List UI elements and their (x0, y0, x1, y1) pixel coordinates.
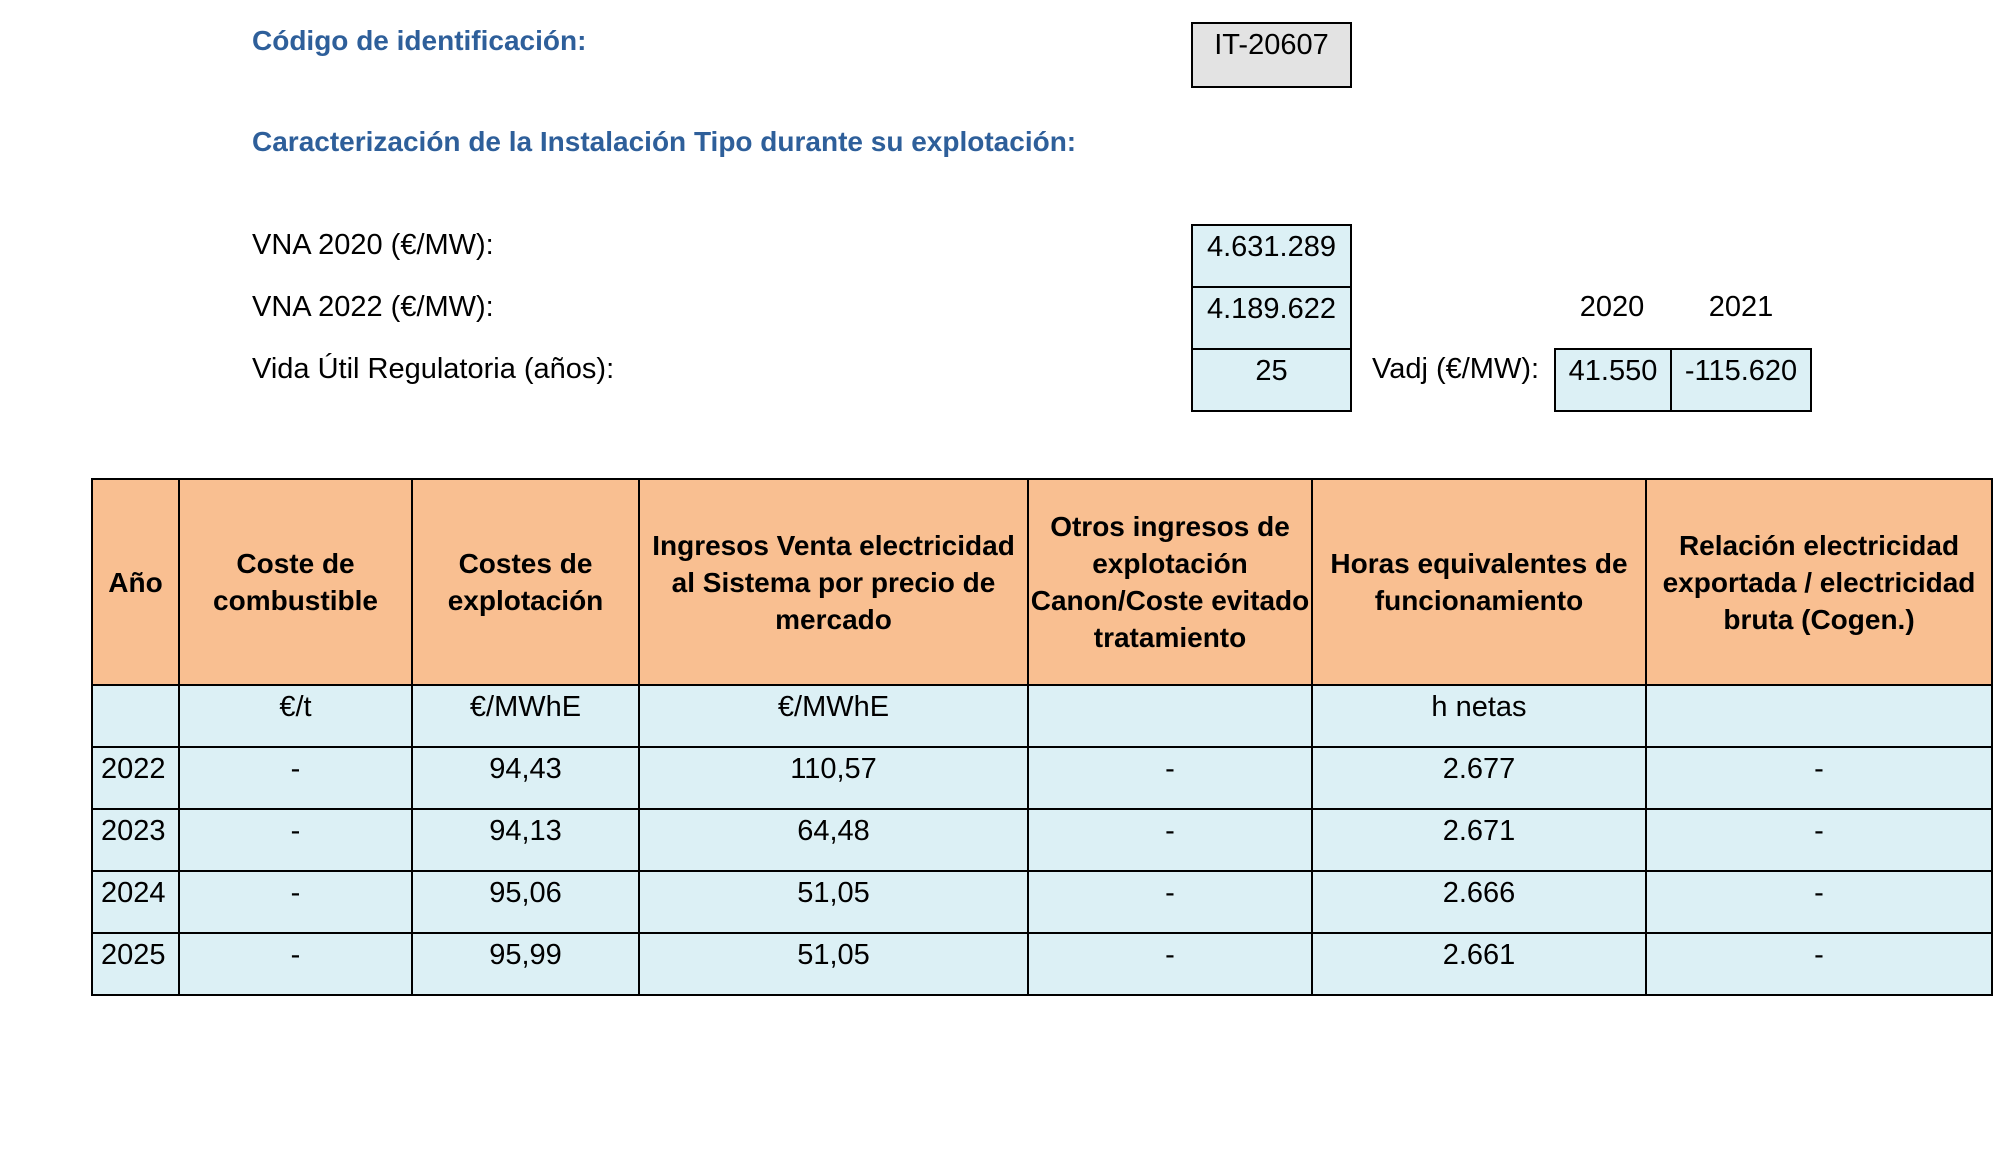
data-cell: 110,57 (639, 747, 1028, 809)
data-cell: 94,13 (412, 809, 639, 871)
data-cell: 2.661 (1312, 933, 1646, 995)
data-cell: 95,06 (412, 871, 639, 933)
data-cell: - (179, 933, 412, 995)
table-row (92, 933, 1992, 995)
vna2020-label: VNA 2020 (€/MW): (252, 229, 494, 261)
data-cell: - (1646, 747, 1992, 809)
header-costes-explotacion: Costes de explotación (412, 479, 639, 685)
table-row (92, 809, 1992, 871)
data-cell: - (1646, 871, 1992, 933)
year-cell: 2024 (92, 871, 179, 933)
data-cell: 51,05 (639, 871, 1028, 933)
unit-cell: €/MWhE (412, 685, 639, 747)
year-cell: 2025 (92, 933, 179, 995)
vida-util-label: Vida Útil Regulatoria (años): (252, 353, 615, 385)
data-cell: - (1646, 933, 1992, 995)
year-cell: 2023 (92, 809, 179, 871)
data-cell: 64,48 (639, 809, 1028, 871)
vna2022-label: VNA 2022 (€/MW): (252, 291, 494, 323)
id-label: Código de identificación: (252, 25, 587, 56)
unit-cell (1646, 685, 1992, 747)
header-ano: Año (92, 479, 179, 685)
data-cell: 94,43 (412, 747, 639, 809)
vna2020-value: 4.631.289 (1191, 224, 1352, 288)
exploitation-table (91, 478, 1993, 996)
vna2022-value: 4.189.622 (1191, 286, 1352, 350)
vida-util-value: 25 (1191, 348, 1352, 412)
vadj-label: Vadj (€/MW): (1372, 353, 1540, 385)
header-ingresos-venta: Ingresos Venta electricidad al Sistema por precio de mercado (639, 479, 1028, 685)
table-row (92, 747, 1992, 809)
vadj-year-2021: 2021 (1708, 291, 1774, 323)
unit-cell (1028, 685, 1312, 747)
unit-cell: h netas (1312, 685, 1646, 747)
data-cell: 51,05 (639, 933, 1028, 995)
table-row (92, 871, 1992, 933)
data-cell: - (1028, 809, 1312, 871)
section-title: Caracterización de la Instalación Tipo durante su explotación: (252, 126, 1077, 157)
header-coste-combustible: Coste de combustible (179, 479, 412, 685)
data-cell: - (1028, 747, 1312, 809)
unit-cell: €/MWhE (639, 685, 1028, 747)
year-cell: 2022 (92, 747, 179, 809)
data-cell: 2.677 (1312, 747, 1646, 809)
data-cell: 2.666 (1312, 871, 1646, 933)
units-row (92, 685, 1992, 747)
header-horas-equivalentes: Horas equivalentes de funcionamiento (1312, 479, 1646, 685)
unit-cell: €/t (179, 685, 412, 747)
data-cell: - (179, 747, 412, 809)
unit-cell (92, 685, 179, 747)
data-cell: 2.671 (1312, 809, 1646, 871)
header-otros-ingresos: Otros ingresos de explotación Canon/Coste evitado tratamiento (1028, 479, 1312, 685)
data-cell: - (1028, 871, 1312, 933)
header-relacion-electricidad: Relación electricidad exportada / electricidad bruta (Cogen.) (1646, 479, 1992, 685)
data-cell: - (1028, 933, 1312, 995)
vadj-value-2021: -115.620 (1670, 348, 1812, 412)
data-cell: - (179, 871, 412, 933)
data-cell: - (179, 809, 412, 871)
data-cell: 95,99 (412, 933, 639, 995)
vadj-value-2020: 41.550 (1554, 348, 1672, 412)
id-value-box: IT-20607 (1191, 22, 1352, 88)
vadj-year-2020: 2020 (1579, 291, 1645, 323)
table-header-row (92, 479, 1992, 685)
data-cell: - (1646, 809, 1992, 871)
